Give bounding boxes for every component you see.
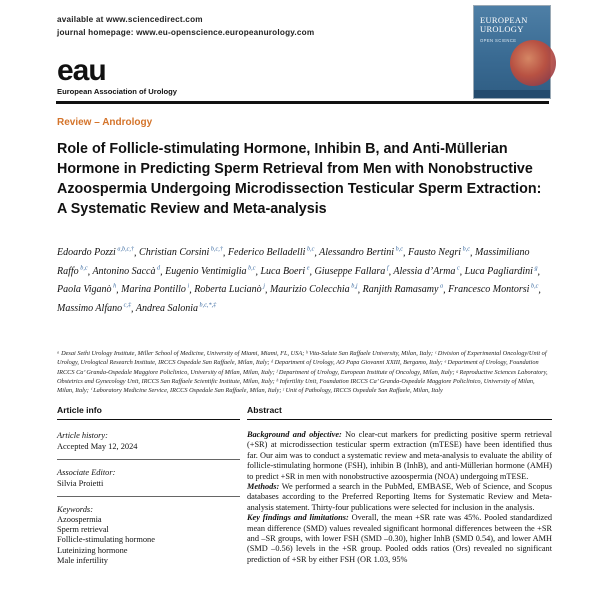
author-affiliation-marker: b,c [78, 264, 88, 272]
author-affiliation-marker: a [438, 283, 444, 291]
author-affiliation-marker: e [305, 264, 310, 272]
author-name[interactable]: Massimiliano Raffo $^{b,c}$ [57, 247, 530, 277]
author-affiliation-marker: b,c [461, 246, 471, 253]
eau-logo-mark: eau [57, 54, 106, 87]
author-affiliation-marker: h [111, 283, 117, 291]
author-list: Edoardo Pozzi $^{a,b,c,\dagger}$, Christian Corsini $^{b,c,\dagger}$, Federico Belladelli $^{b,c}$, Alessandro Bertini $^{b,c}$, Fausto Negri $^{b,c}$, Massimiliano Raffo $^{b,c}$, Antonino Saccà $^d$, Eugenio Ventimiglia $^{b,c}$, Luca Boeri $^e$, Giuseppe Fallara $^f$, Alessia d’Arma $^c$, Luca Pagliardini $^g$, Paola Viganò $^h$, Marina Pontillo $^i$, Roberta Lucianò $^j$, Maurizio Colecchia $^{b,j}$, Ranjith Ramasamy $^a$, Francesco Montorsi $^{b,c}$, Massimo Alfano $^{c,\ddagger}$, Andrea Salonia $^{b,c,*,\ddagger}$ [57, 246, 541, 314]
article-info-heading: Article info [57, 405, 102, 415]
history-label: Article history: [57, 431, 108, 440]
affiliations: ᵃ Desai Sethi Urology Institute, Miller School of Medicine, University of Miami, Miami, FL, USA; ᵇ Vita-Salute San Raffaele University, Milan, Italy; ᶜ Division of Experimental Oncology/Unit of Urology, Urological Research Institute, IRCCS Ospedale San Raffaele, Milan, Italy; ᵈ Department of Urology, AO Papa Giovanni XXIII, Bergamo, Italy; ᵉ Department of Urology, Foundation IRCCS Ca’ Granda-Ospedale Maggiore Policlinico, University of Milan, Milan, Italy; ᶠ Department of Urology, European Institute of Oncology, Milan, Italy; ᵍ Reproductive Sciences Laboratory, Obstetrics and Gynecology Unit, IRCCS San Raffaele Scientific Institute, Milan, Italy; ʰ Infertility Unit, Foundation IRCCS Ca’ Granda-Ospedale Maggiore Policlinico, University of Milan, Milan, Italy; ⁱ Laboratory Medicine Service, IRCCS Ospedale San Raffaele, Milan, Italy; ʲ Unit of Pathology, IRCCS Ospedale San Raffaele, Milan, Italy [57, 350, 548, 395]
author-name[interactable]: Marina Pontillo $^i$ [121, 283, 190, 296]
author-affiliation-marker: g [532, 264, 538, 272]
keyword-item[interactable]: Sperm retrieval [57, 525, 109, 534]
author-affiliation-marker: b,c,*,‡ [198, 301, 217, 309]
methods-label: Methods: [247, 482, 280, 492]
keyword-item[interactable]: Azoospermia [57, 514, 102, 524]
author-name[interactable]: Andrea Salonia $^{b,c,*,\ddagger}$ [135, 301, 217, 314]
background-label: Background and objective: [247, 430, 342, 439]
cover-subtitle: OPEN SCIENCE [480, 38, 517, 43]
eau-logo [57, 54, 177, 96]
journal-homepage-link[interactable]: journal homepage: www.eu-openscience.europeanurology.com [57, 28, 315, 37]
author-affiliation-marker: b,c [246, 264, 256, 272]
author-affiliation-marker: b,c [394, 246, 404, 253]
findings-text: Overall, the mean +SR rate was 45%. Pooled standardized mean difference (SMD) values revealed significant hormonal differences between the +SR and –SR groups, with lower FSH (SMD –0.30), higher InhB (SMD 0.54), and lower AMH (SMD –0.56) levels in the +SR group. Pooled odds ratios (Ors) revealed no significant prediction of +SR by either FSH (OR 1.03, 95% [247, 513, 552, 564]
abstract-panel [247, 405, 552, 565]
author-name[interactable]: Maurizio Colecchia $^{b,j}$ [269, 283, 358, 296]
journal-header-links [57, 13, 314, 39]
keyword-item[interactable]: Male infertility [57, 556, 108, 566]
author-name[interactable]: Francesco Montorsi $^{b,c}$ [448, 283, 539, 296]
methods-text: We performed a search in the PubMed, EMBASE, Web of Science, and Scopus databases according to the Preferred Reporting Items for Systematic Review and Meta-analysis statement. Thirty-four publications were selected for inclusion in the analysis. [247, 482, 552, 512]
author-affiliation-marker: b,c,† [209, 246, 223, 253]
author-name[interactable]: Massimo Alfano $^{c,\ddagger}$ [57, 301, 132, 314]
author-name[interactable]: Paola Viganò $^h$ [57, 283, 117, 296]
history-value: Accepted May 12, 2024 [57, 442, 138, 451]
keyword-item[interactable]: Luteinizing hormone [57, 545, 128, 555]
article-info-divider [57, 459, 240, 460]
author-affiliation-marker: d [155, 264, 161, 272]
abstract-findings [247, 513, 552, 565]
article-section-label: Review – Andrology [57, 117, 153, 128]
author-name[interactable]: Ranjith Ramasamy $^a$ [362, 283, 444, 296]
abstract-heading: Abstract [247, 405, 282, 415]
keywords-label: Keywords: [57, 504, 93, 514]
author-affiliation-marker: c,‡ [122, 301, 132, 309]
author-name[interactable]: Edoardo Pozzi $^{a,b,c,\dagger}$ [57, 246, 135, 259]
author-name[interactable]: Eugenio Ventimiglia $^{b,c}$ [165, 264, 256, 277]
author-name[interactable]: Antonino Saccà $^d$ [92, 264, 161, 277]
author-affiliation-marker: c [455, 264, 460, 272]
header-divider [56, 101, 549, 104]
author-name[interactable]: Christian Corsini $^{b,c,\dagger}$ [139, 246, 223, 259]
author-affiliation-marker: b,c [529, 283, 539, 291]
author-affiliation-marker: b,c [305, 246, 315, 253]
article-info-rule [57, 419, 240, 420]
author-affiliation-marker: a,b,c,† [115, 246, 135, 253]
abstract-background [247, 430, 552, 482]
editor-label: Associate Editor: [57, 467, 116, 477]
editor-value: Silvia Proietti [57, 478, 104, 488]
article-info-divider [57, 496, 240, 497]
author-affiliation-marker: f [385, 264, 389, 272]
author-name[interactable]: Alessia d’Arma $^c$ [393, 264, 460, 277]
cover-artwork [510, 40, 556, 86]
author-affiliation-marker: i [185, 283, 190, 291]
author-name[interactable]: Fausto Negri $^{b,c}$ [408, 246, 471, 259]
author-affiliation-marker: b,j [349, 283, 358, 291]
keyword-list [57, 515, 240, 567]
abstract-rule [247, 419, 552, 420]
abstract-body [247, 430, 552, 565]
author-name[interactable]: Alessandro Bertini $^{b,c}$ [319, 246, 404, 259]
article-info-panel [57, 405, 240, 574]
background-text: No clear-cut markers for predicting positive sperm retrieval (+SR) at microdissection testicular sperm extraction (mTESE) have been identified thus far. Our aim was to conduct a systematic review and meta-analysis to evaluate the ability of follicle-stimulating hormone (FSH), inhibin B (InhB), and anti-Müllerian hormone (AMH) to predict +SR in men with nonobstructive azoospermia (NOA) undergoing mTESE. [247, 430, 552, 481]
author-name[interactable]: Giuseppe Fallara $^f$ [314, 264, 389, 277]
author-affiliation-marker: j [261, 283, 265, 291]
keyword-item[interactable]: Follicle-stimulating hormone [57, 535, 155, 545]
cover-band [474, 90, 550, 98]
eau-logo-text: European Association of Urology [57, 87, 177, 96]
abstract-methods [247, 482, 552, 513]
author-name[interactable]: Roberta Lucianò $^j$ [194, 283, 265, 296]
article-title: Role of Follicle-stimulating Hormone, Inhibin B, and Anti-Müllerian Hormone in Predicting Sperm Retrieval from Men with Nonobstructive Azoospermia Undergoing Microdissection Testicular Sperm Extraction: A Systematic Review and Meta-analysis [57, 141, 542, 217]
findings-label: Key findings and limitations: [247, 513, 349, 523]
available-at-link[interactable]: available at www.sciencedirect.com [57, 15, 203, 24]
author-name[interactable]: Federico Belladelli $^{b,c}$ [227, 246, 315, 259]
author-name[interactable]: Luca Boeri $^e$ [260, 264, 310, 277]
author-name[interactable]: Luca Pagliardini $^g$ [464, 264, 538, 277]
cover-title: EUROPEAN UROLOGY [480, 15, 528, 34]
journal-cover-thumbnail[interactable] [473, 5, 551, 99]
